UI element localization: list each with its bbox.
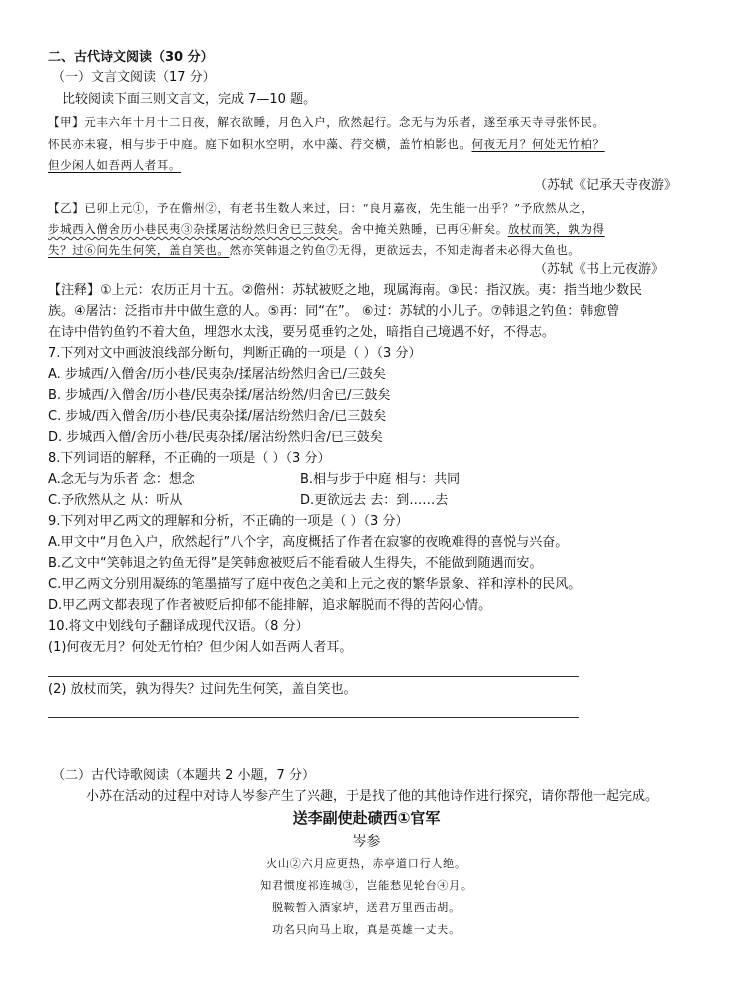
yi-line-1: 【乙】已卯上元①，予在儋州②，有老书生数人来过，曰：“良月嘉夜，先生能一出乎？”予欣然从之， <box>48 201 594 215</box>
section-title: 二、古代诗文阅读（30 分） <box>48 50 214 65</box>
poem-line-2: 知君惯度祁连城③，岂能愁见轮台④月。 <box>260 879 473 892</box>
yi-underlined-sentence-a: 放杖而笑，孰为得 <box>507 222 605 236</box>
jia-line-2-text: 怀民亦未寝，相与步于中庭。庭下如积水空明，水中藻、荇交横，盖竹柏影也。 <box>48 137 472 151</box>
q7-stem: 7.下列对文中画波浪线部分断句，判断正确的一项是（ ）（3 分） <box>48 346 422 361</box>
q9-option-d: D.甲乙两文都表现了作者被贬后抑郁不能排解，追求解脱而不得的苦闷心情。 <box>48 598 492 613</box>
yi-line-2-rest: 。舍中掩关熟睡，已再④鼾矣。 <box>338 222 508 236</box>
q10-stem: 10.将文中划线句子翻译成现代汉语。（8 分） <box>48 619 309 634</box>
q10-item-1: (1)何夜无月？何处无竹柏？但少闲人如吾两人者耳。 <box>48 640 353 655</box>
yi-line-2 <box>48 219 605 239</box>
q7-option-a: A. 步城西/入僧舍/历小巷/民夷杂/揉屠沽纷然归舍已/三鼓矣 <box>48 367 386 382</box>
yi-source: （苏轼《书上元夜游》 <box>534 262 665 277</box>
q8-stem: 8.下列词语的解释，不正确的一项是（ ）（3 分） <box>48 451 331 466</box>
q7-option-b: B. 步城西/入僧舍/历小巷/民夷杂揉/屠沽纷然/归舍已/三鼓矣 <box>48 388 391 403</box>
poem-line-1: 火山②六月应更热，赤亭道口行人绝。 <box>266 857 467 870</box>
q9-option-b: B.乙文中“笑韩退之钓鱼无得”是笑韩愈被贬后不能看破人生得失，不能做到随遇而安。 <box>48 556 543 571</box>
poem-line-4: 功名只向马上取，真是英雄一丈夫。 <box>272 923 461 936</box>
q10-item-2: (2) 放杖而笑，孰为得失？过问先生何笑，盖自笑也。 <box>48 682 357 697</box>
part2-heading: （二）古代诗歌阅读（本题共 2 小题，7 分） <box>52 768 315 783</box>
yi-line-3-rest: 然亦笑韩退之钓鱼⑦无得，更欲远去，不知走海者未必得大鱼也。 <box>229 243 581 257</box>
poem-line-3: 脱鞍暂入酒家垆，送君万里西击胡。 <box>272 901 461 914</box>
jia-line-1: 【甲】元丰六年十月十二日夜，解衣欲睡，月色入户，欣然起行。念无与为乐者，遂至承天寺寻张怀民。 <box>48 115 605 129</box>
answer-line-2[interactable] <box>48 717 579 718</box>
q7-option-d: D. 步城西入僧/舍历小巷/民夷杂揉/屠沽纷然归舍/已三鼓矣 <box>48 430 383 445</box>
notes-line-2: 族。④屠沽：泛指市井中做生意的人。⑤再：同“在”。 ⑥过：苏轼的小儿子。⑦韩退之钓鱼：韩愈曾 <box>48 304 620 319</box>
q7-option-c: C. 步城/西入僧舍/历小巷/民夷杂揉/屠沽纷然归舍/已三鼓矣 <box>48 409 387 424</box>
notes-line-1: 【注释】①上元：农历正月十五。②儋州：苏轼被贬之地，现属海南。③民：指汉族。夷：指当地少数民 <box>48 283 642 298</box>
jia-underlined-sentence: 何夜无月？何处无竹柏？ <box>471 137 605 151</box>
q8-option-b: B.相与步于中庭 相与：共同 <box>300 472 461 487</box>
yi-line-3 <box>48 240 580 260</box>
part1-intro: 比较阅读下面三则文言文，完成 7—10 题。 <box>62 92 317 107</box>
q8-option-a: A.念无与为乐者 念：想念 <box>48 472 195 487</box>
jia-line-3: 但少闲人如吾两人者耳。 <box>48 158 182 172</box>
q8-option-c: C.予欣然从之 从：听从 <box>48 493 183 508</box>
q9-stem: 9.下列对甲乙两文的理解和分析，不正确的一项是（ ）（3 分） <box>48 514 409 529</box>
q9-option-a: A.甲文中“月色入户，欣然起行”八个字，高度概括了作者在寂寥的夜晚难得的喜悦与兴奋。 <box>48 535 569 550</box>
yi-wavy-sentence: 步城西入僧舍历小巷民夷③杂揉屠沽纷然归舍已三鼓矣 <box>48 222 339 236</box>
poet-name: 岑参 <box>352 834 381 850</box>
notes-line-3: 在诗中借钓鱼钓不着大鱼，埋怨水太浅，要另觅垂钓之处，暗指自己境遇不好，不得志。 <box>48 325 556 340</box>
q9-option-c: C.甲乙两文分别用凝练的笔墨描写了庭中夜色之美和上元之夜的繁华景象、祥和淳朴的民风。 <box>48 577 582 592</box>
yi-underlined-sentence-b: 失？过⑥问先生何笑，盖自笑也。 <box>48 243 230 257</box>
part2-intro: 小苏在活动的过程中对诗人岑参产生了兴趣，于是找了他的其他诗作进行探究，请你帮他一起完成。 <box>86 789 659 804</box>
q8-option-d: D.更欲远去 去：到……去 <box>300 493 449 508</box>
jia-line-2 <box>48 134 605 154</box>
poem-title: 送李副使赴碛西①官军 <box>292 809 441 827</box>
part1-heading: （一）文言文阅读（17 分） <box>52 70 216 85</box>
jia-source: （苏轼《记承天寺夜游》 <box>534 178 678 193</box>
answer-line-1[interactable] <box>48 676 579 677</box>
